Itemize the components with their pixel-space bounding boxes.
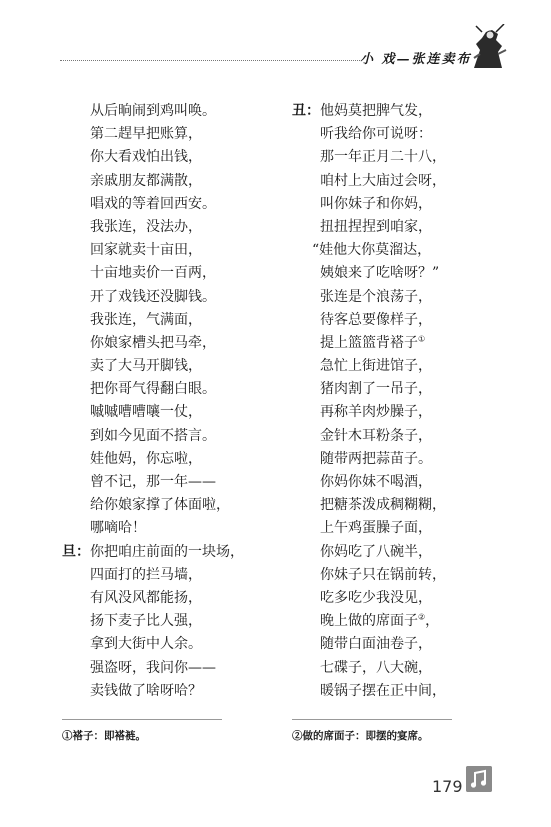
verse-line [292,541,497,564]
verse-line [62,494,267,517]
verse-text: 我张连，气满面， [90,311,202,328]
verse-line [292,239,497,262]
verse-text: 上午鸡蛋臊子面， [320,520,432,537]
verse-text: 回家就卖十亩田， [90,242,202,259]
verse-line [62,610,267,633]
verse-line [292,262,497,285]
verse-text: 随带白面油卷子， [320,636,432,653]
page-header [0,0,551,80]
verse-line [292,680,497,703]
verse-line [62,425,267,448]
verse-text: 十亩地卖价一百两， [90,265,216,282]
verse-text: 扬下麦子比人强， [90,613,202,630]
verse-text: 咱村上大庙过会呀， [320,172,446,189]
verse-line [62,517,267,540]
verse-text: 唱戏的等着回西安。 [90,195,216,212]
verse-line [292,657,497,680]
verse-text: 你把咱庄前面的一块场， [90,543,244,560]
verse-text: 拿到大街中人余。 [90,636,202,653]
verse-line [292,610,497,633]
verse-line [62,309,267,332]
verse-line [292,471,497,494]
verse-text: 张连是个浪荡子， [320,288,432,305]
verse-line [62,170,267,193]
footnote-right: ②做的席面子：即摆的宴席。 [292,730,429,742]
verse-line [62,123,267,146]
verse-text: 哪嘀哈！ [90,520,146,537]
verse-text: 暖锅子摆在正中间， [320,682,446,699]
verse-text: 晚上做的席面子 [320,613,418,630]
verse-text: 开了戏钱还没脚钱。 [90,288,216,305]
verse-line [62,286,267,309]
verse-line [62,657,267,680]
verse-text: 从后晌闹到鸡叫唤。 [90,103,216,119]
verse-line [62,378,267,401]
verse-text: 你妈你妹不喝酒， [320,474,432,490]
verse-line [292,286,497,309]
verse-line [292,355,497,378]
verse-line [292,216,497,239]
verse-line [292,123,497,146]
page-number: 179 [432,777,463,796]
verse-line [62,564,267,587]
verse-text: 亲戚朋友都满散， [90,172,202,189]
verse-text: 第二趕早把账算， [90,126,202,143]
verse-text: 他妈莫把脾气发， [320,103,432,119]
verse-line [62,471,267,494]
verse-line [292,425,497,448]
verse-text: 你大看戏怕出钱， [90,149,202,166]
verse-text: “娃他大你莫溜达， [312,242,432,259]
verse-line [62,401,267,424]
verse-punctuation: ， [425,613,440,630]
verse-line [292,564,497,587]
verse-text: 猪肉割了一吊子， [320,381,432,398]
speaker-label: 旦： [62,543,90,560]
verse-text: 把糖茶泼成稠糊糊， [320,497,446,514]
footnote-marker: ② [418,612,426,622]
footnote-marker: ① [418,334,426,344]
verse-text: 卖了大马开脚钱， [90,358,202,375]
verse-line [62,216,267,239]
verse-text: 你娘家槽头把马牵， [90,334,216,351]
verse-line [292,494,497,517]
verse-text: 把你哥气得翻白眼。 [90,381,216,398]
footnote-left: ①褡子：即褡裢。 [62,730,146,742]
verse-line [62,146,267,169]
verse-line [62,448,267,471]
verse-text: 你妹子只在锅前转， [320,566,446,583]
verse-line [62,100,267,123]
verse-text: 随带两把蒜苗子。 [320,450,432,467]
verse-line [62,193,267,216]
verse-line [292,332,497,355]
footnote-rule-right [292,719,452,720]
opera-figure-icon [468,24,508,70]
verse-line [292,448,497,471]
right-column [292,100,497,703]
verse-line [62,541,267,564]
verse-text: 再称羊肉炒臊子， [320,404,432,421]
verse-line [62,680,267,703]
verse-text: 待客总要像样子， [320,311,432,328]
verse-line [292,401,497,424]
footnote-rule-left [62,719,222,720]
verse-text: 听我给你可说呀： [320,126,432,143]
verse-line [62,239,267,262]
verse-line [292,587,497,610]
left-column [62,100,267,703]
verse-text: 那一年正月二十八， [320,149,446,166]
verse-line [292,517,497,540]
verse-text: 我张连，没法办， [90,218,202,235]
verse-text: 到如今见面不搭言。 [90,427,216,444]
verse-text: 七碟子，八大碗， [320,659,432,676]
verse-text: 嘁嘁嘈嘈嚷一仗， [90,404,202,421]
verse-line [292,378,497,401]
verse-text: 金针木耳粉条子， [320,427,432,444]
verse-text: 曾不记，那一年—— [90,474,216,490]
verse-text: 卖钱做了啥呀哈？ [90,682,202,699]
verse-line [62,332,267,355]
verse-text: 有风没风都能扬， [90,589,202,606]
verse-text: 娃他妈，你忘啦， [90,450,202,467]
verse-line [62,262,267,285]
verse-text: 给你娘家撑了体面啦， [90,497,230,514]
verse-line [292,309,497,332]
verse-line [62,633,267,656]
verse-line [62,587,267,610]
verse-text: 四面打的拦马墙， [90,566,202,583]
speaker-label: 丑： [292,103,320,119]
running-head-title: 小 戏—张连卖布 [360,52,472,67]
verse-text: 扭扭捏捏到咱家， [320,218,432,235]
verse-line [292,193,497,216]
verse-text: 叫你妹子和你妈， [320,195,432,212]
verse-text: 急忙上街进馆子， [320,358,432,375]
verse-text: 吃多吃少我没见， [320,589,432,606]
verse-text: 强盗呀，我问你—— [90,659,216,676]
verse-line [62,355,267,378]
verse-line [292,100,497,123]
verse-line [292,633,497,656]
verse-line [292,146,497,169]
header-dotted-rule [60,60,360,61]
verse-text: 姨娘来了吃啥呀？” [320,265,440,282]
verse-line [292,170,497,193]
verse-text: 提上篮篮背褡子 [320,334,418,351]
music-note-icon [466,766,492,792]
verse-text: 你妈吃了八碗半， [320,543,432,560]
